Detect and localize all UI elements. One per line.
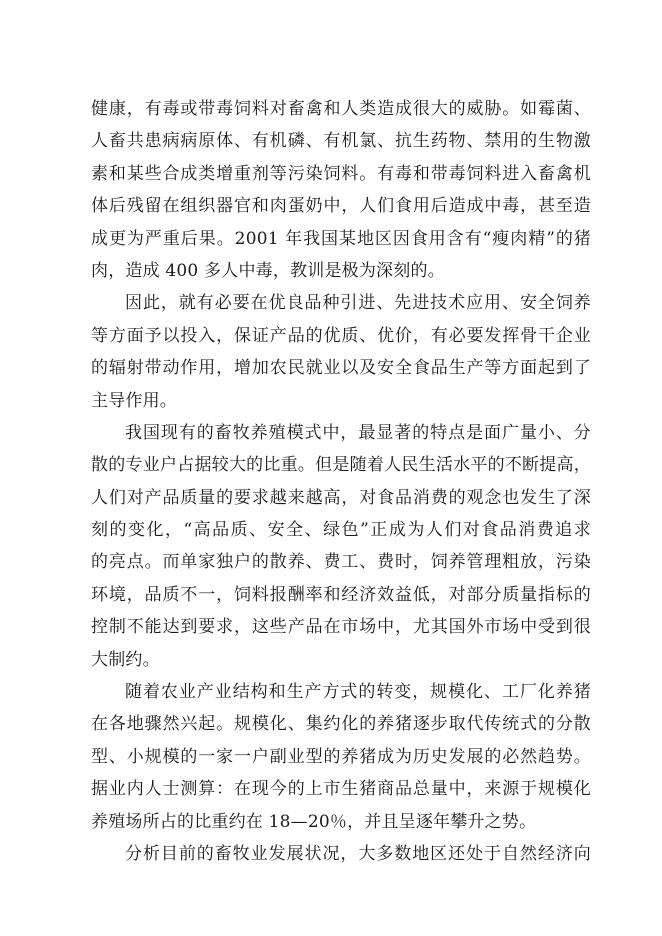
text-line: 我国现有的畜牧养殖模式中，最显著的特点是面广量小、分 [125,422,591,443]
text-line: 体后残留在组织器官和肉蛋奶中，人们食用后造成中毒，甚至造 [91,196,591,217]
paragraph [91,676,591,838]
text-line: 肉，造成 400 多人中毒，教训是极为深刻的。 [91,260,445,281]
text-line: 环境，品质不一，饲料报酬率和经济效益低，对部分质量指标的 [91,584,591,605]
text-line: 人们对产品质量的要求越来越高，对食品消费的观念也发生了深 [91,487,591,508]
text-line: 人畜共患病病原体、有机磷、有机氯、抗生药物、禁用的生物激 [91,131,591,152]
text-line: 因此，就有必要在优良品种引进、先进技术应用、安全饲养 [125,293,591,314]
text-line: 主导作用。 [91,390,177,411]
text-line: 的辐射带动作用，增加农民就业以及安全食品生产等方面起到了 [91,358,591,379]
text-line: 的亮点。而单家独户的散养、费工、费时，饲养管理粗放，污染 [91,552,591,573]
document-body [91,93,591,870]
paragraph [91,417,591,676]
text-line: 散的专业户占据较大的比重。但是随着人民生活水平的不断提高， [91,455,591,476]
text-line: 等方面予以投入，保证产品的优质、优价，有必要发挥骨干企业 [91,325,591,346]
paragraph [91,838,591,870]
text-line: 素和某些合成类增重剂等污染饲料。有毒和带毒饲料进入畜禽机 [91,163,591,184]
text-line: 在各地骤然兴起。规模化、集约化的养猪逐步取代传统式的分散 [91,714,591,735]
text-line: 大制约。 [91,649,160,670]
paragraph [91,93,591,287]
text-line: 据业内人士测算：在现今的上市生猪商品总量中，来源于规模化 [91,779,591,800]
text-line: 养殖场所占的比重约在 18—20％，并且呈逐年攀升之势。 [91,811,537,832]
text-line: 随着农业产业结构和生产方式的转变，规模化、工厂化养猪 [125,682,591,703]
text-line: 成更为严重后果。2001 年我国某地区因食用含有“瘦肉精”的猪 [91,228,591,249]
text-line: 分析目前的畜牧业发展状况，大多数地区还处于自然经济向 [125,843,591,864]
text-line: 型、小规模的一家一户副业型的养猪成为历史发展的必然趋势。 [91,746,591,767]
text-line: 健康，有毒或带毒饲料对畜禽和人类造成很大的威胁。如霉菌、 [91,99,591,119]
paragraph [91,287,591,417]
text-line: 控制不能达到要求，这些产品在市场中，尤其国外市场中受到很 [91,617,591,638]
text-line: 刻的变化，“高品质、安全、绿色”正成为人们对食品消费追求 [91,520,591,541]
